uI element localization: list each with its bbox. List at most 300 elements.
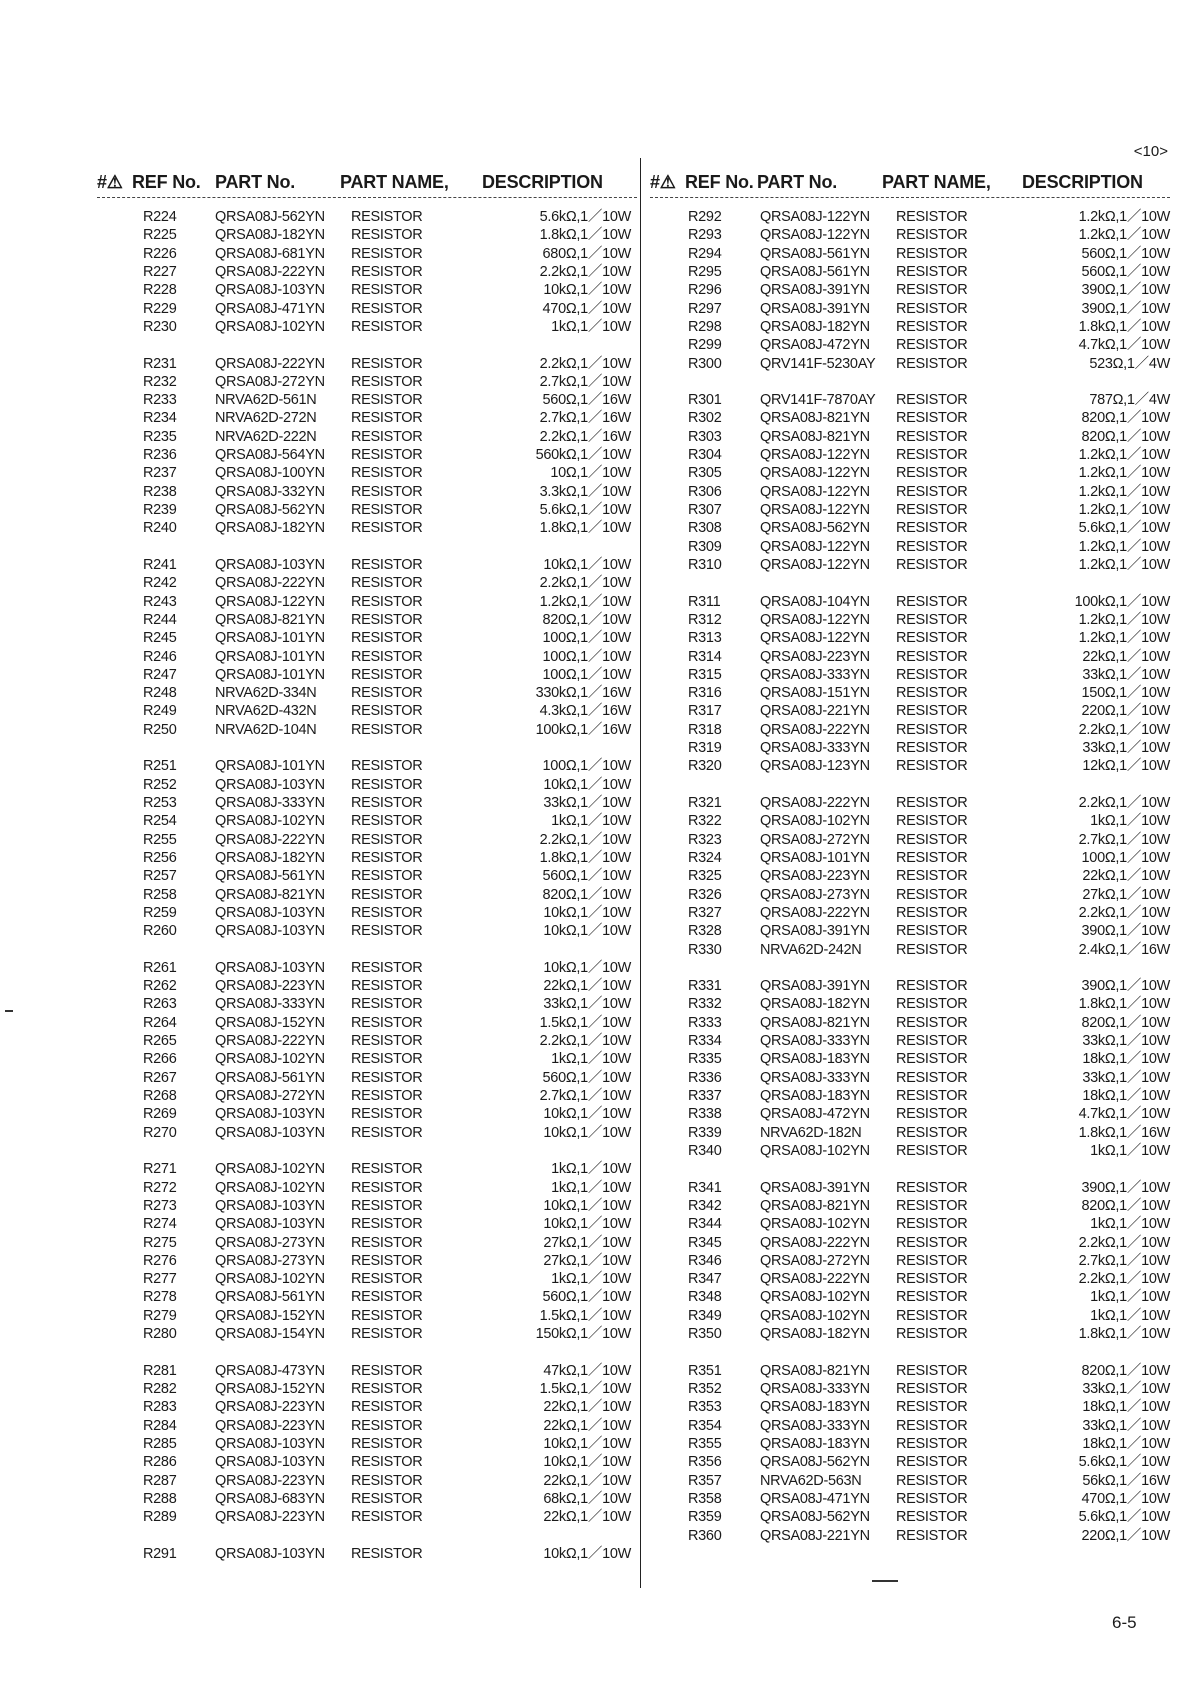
description-cell: 100kΩ,1／10W xyxy=(1074,593,1170,610)
table-row xyxy=(143,501,631,519)
ref-no-cell: R301 xyxy=(688,392,722,409)
part-no-cell: QRSA08J-562YN xyxy=(760,520,870,537)
table-row xyxy=(143,1234,631,1252)
table-row xyxy=(688,1417,1170,1435)
right-header-divider xyxy=(650,197,1170,198)
part-name-cell: RESISTOR xyxy=(896,831,968,848)
table-row xyxy=(688,1527,1170,1545)
ref-no-cell: R327 xyxy=(688,904,722,921)
description-cell: 560Ω,1／10W xyxy=(542,868,631,885)
description-cell: 1kΩ,1／10W xyxy=(1090,1216,1170,1233)
part-no-cell: QRSA08J-272YN xyxy=(215,1088,325,1104)
part-name-cell: RESISTOR xyxy=(351,447,423,464)
part-name-cell: RESISTOR xyxy=(896,465,968,482)
table-row xyxy=(688,1435,1170,1453)
part-name-cell: RESISTOR xyxy=(896,227,968,244)
part-no-cell: QRSA08J-101YN xyxy=(215,630,325,647)
ref-no-cell: R275 xyxy=(143,1234,177,1251)
description-cell: 2.2kΩ,1／10W xyxy=(539,1033,631,1050)
part-no-cell: QRSA08J-222YN xyxy=(215,263,325,280)
description-cell: 1kΩ,1／10W xyxy=(551,1161,631,1178)
table-row xyxy=(688,1288,1170,1306)
description-cell: 150kΩ,1／10W xyxy=(535,1326,631,1343)
part-no-cell: QRSA08J-222YN xyxy=(760,721,870,738)
table-row xyxy=(143,1069,631,1087)
part-name-cell: RESISTOR xyxy=(351,959,423,976)
ref-no-cell: R315 xyxy=(688,666,722,683)
ref-no-cell: R240 xyxy=(143,520,177,537)
table-row xyxy=(143,1417,631,1435)
part-name-cell: RESISTOR xyxy=(351,611,423,628)
part-no-cell: QRSA08J-472YN xyxy=(760,337,870,354)
part-name-cell: RESISTOR xyxy=(896,923,968,940)
part-name-cell: RESISTOR xyxy=(351,1271,423,1288)
part-name-cell: RESISTOR xyxy=(896,593,968,610)
ref-no-cell: R345 xyxy=(688,1234,722,1251)
part-name-cell: RESISTOR xyxy=(351,556,423,573)
part-name-cell: RESISTOR xyxy=(896,483,968,500)
part-no-cell: NRVA62D-222N xyxy=(215,428,317,445)
ref-no-cell: R318 xyxy=(688,721,722,738)
description-cell: 390Ω,1／10W xyxy=(1081,282,1170,299)
table-row xyxy=(143,318,631,336)
ref-no-cell: R316 xyxy=(688,685,722,702)
part-no-cell: QRSA08J-221YN xyxy=(760,703,870,720)
table-row xyxy=(143,684,631,702)
part-name-cell: RESISTOR xyxy=(351,1289,423,1306)
ref-no-cell: R272 xyxy=(143,1179,177,1196)
description-cell: 5.6kΩ,1／10W xyxy=(1078,520,1170,537)
ref-no-cell: R319 xyxy=(688,740,722,757)
right-parts-table xyxy=(688,208,1170,1545)
ref-no-cell: R291 xyxy=(143,1545,177,1562)
part-no-cell: QRSA08J-561YN xyxy=(760,263,870,280)
table-row xyxy=(688,1105,1170,1123)
table-row xyxy=(143,1527,631,1545)
part-name-cell: RESISTOR xyxy=(896,685,968,702)
table-row xyxy=(143,300,631,318)
ref-no-cell: R295 xyxy=(688,263,722,280)
left-parts-table xyxy=(143,208,631,1563)
part-name-cell: RESISTOR xyxy=(351,813,423,830)
ref-no-cell: R247 xyxy=(143,666,177,683)
part-name-cell: RESISTOR xyxy=(351,1014,423,1031)
table-row xyxy=(688,281,1170,299)
part-name-cell: RESISTOR xyxy=(896,447,968,464)
part-no-cell: QRSA08J-471YN xyxy=(760,1490,870,1507)
ref-no-cell: R339 xyxy=(688,1124,722,1141)
part-no-cell: QRSA08J-123YN xyxy=(760,758,870,775)
table-row xyxy=(143,263,631,281)
ref-no-cell: R260 xyxy=(143,923,177,940)
table-row xyxy=(688,556,1170,574)
part-no-cell: QRSA08J-333YN xyxy=(760,1381,870,1397)
ref-no-cell: R285 xyxy=(143,1435,177,1452)
ref-no-cell: R238 xyxy=(143,483,177,500)
ref-no-cell: R263 xyxy=(143,996,177,1013)
part-no-cell: QRSA08J-183YN xyxy=(760,1399,870,1416)
part-no-cell: NRVA62D-432N xyxy=(215,703,317,720)
table-row xyxy=(143,1435,631,1453)
table-row xyxy=(688,922,1170,940)
description-cell: 22kΩ,1／10W xyxy=(1082,868,1170,885)
table-row xyxy=(688,1197,1170,1215)
part-name-cell: RESISTOR xyxy=(351,410,423,427)
description-cell: 1kΩ,1／10W xyxy=(551,1271,631,1288)
description-cell: 820Ω,1／10W xyxy=(1081,1362,1170,1379)
ref-no-cell: R311 xyxy=(688,593,721,610)
table-row xyxy=(143,1179,631,1197)
table-row xyxy=(143,1050,631,1068)
part-no-cell: QRSA08J-821YN xyxy=(760,1362,870,1379)
ref-no-cell: R248 xyxy=(143,685,177,702)
table-row xyxy=(143,1270,631,1288)
part-name-cell: RESISTOR xyxy=(896,1106,968,1123)
part-name-cell: RESISTOR xyxy=(896,1124,968,1141)
part-no-cell: QRSA08J-222YN xyxy=(760,795,870,811)
part-name-cell: RESISTOR xyxy=(351,209,423,225)
table-row xyxy=(143,1215,631,1233)
part-name-cell: RESISTOR xyxy=(896,355,968,372)
part-no-cell: QRSA08J-103YN xyxy=(215,1435,325,1452)
table-row xyxy=(143,409,631,427)
part-name-cell: RESISTOR xyxy=(351,1051,423,1068)
ref-no-cell: R300 xyxy=(688,355,722,372)
part-name-cell: RESISTOR xyxy=(896,1289,968,1306)
table-row xyxy=(143,1087,631,1105)
part-name-cell: RESISTOR xyxy=(896,868,968,885)
part-name-cell: RESISTOR xyxy=(351,483,423,500)
description-cell: 560kΩ,1／10W xyxy=(535,447,631,464)
ref-no-cell: R226 xyxy=(143,245,177,262)
part-no-cell: QRSA08J-561YN xyxy=(215,1289,325,1306)
table-row xyxy=(688,1124,1170,1142)
part-no-cell: QRSA08J-152YN xyxy=(215,1014,325,1031)
part-name-cell: RESISTOR xyxy=(351,831,423,848)
table-row xyxy=(688,519,1170,537)
description-cell: 787Ω,1／4W xyxy=(1089,392,1170,409)
part-name-cell: RESISTOR xyxy=(896,1326,968,1343)
description-cell: 1.8kΩ,1／10W xyxy=(539,227,631,244)
table-row xyxy=(143,904,631,922)
description-cell: 1kΩ,1／10W xyxy=(1090,1142,1170,1159)
ref-no-cell: R355 xyxy=(688,1435,722,1452)
part-name-cell: RESISTOR xyxy=(896,1362,968,1379)
table-row xyxy=(688,428,1170,446)
part-name-cell: RESISTOR xyxy=(896,428,968,445)
part-no-cell: QRSA08J-102YN xyxy=(215,1271,325,1288)
description-cell: 2.2kΩ,1／10W xyxy=(1078,795,1170,811)
part-no-cell: QRSA08J-100YN xyxy=(215,465,325,482)
description-cell: 10kΩ,1／10W xyxy=(543,1197,631,1214)
table-row xyxy=(143,867,631,885)
part-name-cell: RESISTOR xyxy=(896,941,968,958)
table-row xyxy=(688,318,1170,336)
ref-no-cell: R246 xyxy=(143,648,177,665)
ref-no-cell: R288 xyxy=(143,1490,177,1507)
ref-no-cell: R334 xyxy=(688,1033,722,1050)
part-no-cell: QRSA08J-101YN xyxy=(215,758,325,775)
part-name-cell: RESISTOR xyxy=(351,1197,423,1214)
table-row xyxy=(688,208,1170,226)
part-name-cell: RESISTOR xyxy=(896,1069,968,1086)
table-row xyxy=(143,794,631,812)
page-number: <10> xyxy=(1133,143,1168,160)
description-cell: 390Ω,1／10W xyxy=(1081,1179,1170,1196)
part-name-cell: RESISTOR xyxy=(896,1179,968,1196)
table-row xyxy=(688,1343,1170,1361)
part-no-cell: QRSA08J-102YN xyxy=(760,813,870,830)
ref-no-cell: R310 xyxy=(688,556,722,573)
table-row xyxy=(143,941,631,959)
table-row xyxy=(688,1472,1170,1490)
ref-no-cell: R348 xyxy=(688,1289,722,1306)
part-no-cell: QRSA08J-332YN xyxy=(215,483,325,500)
table-row xyxy=(688,245,1170,263)
part-no-cell: QRSA08J-273YN xyxy=(760,886,870,903)
ref-no-cell: R317 xyxy=(688,703,722,720)
part-no-cell: NRVA62D-104N xyxy=(215,721,317,738)
part-name-cell: RESISTOR xyxy=(896,410,968,427)
part-name-cell: RESISTOR xyxy=(896,392,968,409)
ref-no-cell: R231 xyxy=(143,355,177,372)
ref-no-cell: R279 xyxy=(143,1307,177,1324)
table-row xyxy=(143,1197,631,1215)
part-name-cell: RESISTOR xyxy=(896,502,968,518)
ref-no-cell: R236 xyxy=(143,447,177,464)
table-row xyxy=(688,1380,1170,1398)
part-name-cell: RESISTOR xyxy=(896,1088,968,1104)
part-no-cell: QRSA08J-103YN xyxy=(215,282,325,299)
part-name-cell: RESISTOR xyxy=(351,300,423,317)
description-cell: 33kΩ,1／10W xyxy=(543,795,631,811)
ref-no-cell: R281 xyxy=(143,1362,177,1379)
ref-no-cell: R286 xyxy=(143,1454,177,1471)
description-cell: 2.2kΩ,1／10W xyxy=(1078,1234,1170,1251)
description-cell: 18kΩ,1／10W xyxy=(1082,1088,1170,1104)
part-name-cell: RESISTOR xyxy=(896,318,968,335)
description-cell: 1.2kΩ,1／10W xyxy=(1078,611,1170,628)
part-name-cell: RESISTOR xyxy=(351,1381,423,1397)
part-no-cell: NRVA62D-563N xyxy=(760,1472,862,1489)
description-cell: 390Ω,1／10W xyxy=(1081,978,1170,995)
part-name-cell: RESISTOR xyxy=(351,721,423,738)
table-row xyxy=(143,648,631,666)
description-cell: 1.5kΩ,1／10W xyxy=(539,1307,631,1324)
part-name-cell: RESISTOR xyxy=(351,1362,423,1379)
ref-no-cell: R241 xyxy=(143,556,177,573)
part-no-cell: QRSA08J-122YN xyxy=(760,465,870,482)
ref-no-cell: R307 xyxy=(688,502,722,518)
ref-no-cell: R249 xyxy=(143,703,177,720)
footer-page-number: 6-5 xyxy=(1112,1613,1137,1632)
part-no-cell: QRSA08J-122YN xyxy=(760,227,870,244)
description-cell: 1kΩ,1／10W xyxy=(1090,1289,1170,1306)
ref-no-cell: R298 xyxy=(688,318,722,335)
part-no-cell: QRV141F-7870AY xyxy=(760,392,876,409)
ref-no-cell: R273 xyxy=(143,1197,177,1214)
part-name-cell: RESISTOR xyxy=(351,318,423,335)
part-name-cell: RESISTOR xyxy=(896,1252,968,1269)
description-cell: 820Ω,1／10W xyxy=(1081,428,1170,445)
description-cell: 10kΩ,1／10W xyxy=(543,282,631,299)
ref-no-cell: R349 xyxy=(688,1307,722,1324)
ref-no-cell: R303 xyxy=(688,428,722,445)
part-no-cell: QRSA08J-222YN xyxy=(215,575,325,592)
ref-no-cell: R354 xyxy=(688,1417,722,1434)
part-name-cell: RESISTOR xyxy=(351,575,423,592)
part-name-cell: RESISTOR xyxy=(351,1106,423,1123)
part-no-cell: QRSA08J-103YN xyxy=(215,1106,325,1123)
ref-no-cell: R256 xyxy=(143,849,177,866)
description-cell: 390Ω,1／10W xyxy=(1081,923,1170,940)
table-row xyxy=(143,281,631,299)
description-cell: 1.2kΩ,1／10W xyxy=(539,593,631,610)
part-name-cell: RESISTOR xyxy=(351,1435,423,1452)
description-cell: 1.2kΩ,1／10W xyxy=(1078,465,1170,482)
description-cell: 2.2kΩ,1／10W xyxy=(539,831,631,848)
part-name-cell: RESISTOR xyxy=(351,685,423,702)
description-cell: 10kΩ,1／10W xyxy=(543,1124,631,1141)
part-no-cell: QRSA08J-103YN xyxy=(215,1197,325,1214)
part-no-cell: QRSA08J-102YN xyxy=(760,1289,870,1306)
description-cell: 33kΩ,1／10W xyxy=(1082,1033,1170,1050)
ref-no-cell: R335 xyxy=(688,1051,722,1068)
ref-no-cell: R297 xyxy=(688,300,722,317)
description-cell: 5.6kΩ,1／10W xyxy=(1078,1454,1170,1471)
ref-no-cell: R252 xyxy=(143,776,177,793)
part-name-cell: RESISTOR xyxy=(351,373,423,390)
part-name-cell: RESISTOR xyxy=(351,996,423,1013)
part-name-cell: RESISTOR xyxy=(896,282,968,299)
table-row xyxy=(143,336,631,354)
part-name-cell: RESISTOR xyxy=(351,776,423,793)
ref-no-cell: R253 xyxy=(143,795,177,811)
description-cell: 22kΩ,1／10W xyxy=(1082,648,1170,665)
ref-no-cell: R314 xyxy=(688,648,722,665)
table-row xyxy=(688,1270,1170,1288)
part-name-cell: RESISTOR xyxy=(896,886,968,903)
description-cell: 2.7kΩ,1／10W xyxy=(539,373,631,390)
description-cell: 820Ω,1／10W xyxy=(542,611,631,628)
description-cell: 2.7kΩ,1／10W xyxy=(539,1088,631,1104)
description-cell: 1kΩ,1／10W xyxy=(551,813,631,830)
description-cell: 56kΩ,1／16W xyxy=(1082,1472,1170,1489)
table-row xyxy=(143,1105,631,1123)
table-row xyxy=(143,1472,631,1490)
part-no-cell: QRSA08J-473YN xyxy=(215,1362,325,1379)
ref-no-cell: R357 xyxy=(688,1472,722,1489)
ref-no-cell: R294 xyxy=(688,245,722,262)
part-name-cell: RESISTOR xyxy=(351,1216,423,1233)
part-name-cell: RESISTOR xyxy=(351,849,423,866)
description-cell: 1.2kΩ,1／10W xyxy=(1078,227,1170,244)
part-no-cell: QRSA08J-391YN xyxy=(760,923,870,940)
part-no-cell: QRSA08J-391YN xyxy=(760,282,870,299)
part-name-cell: RESISTOR xyxy=(896,1234,968,1251)
table-row xyxy=(143,629,631,647)
ref-no-cell: R224 xyxy=(143,209,177,225)
part-name-cell: RESISTOR xyxy=(896,1490,968,1507)
ref-no-cell: R313 xyxy=(688,630,722,647)
part-no-cell: QRSA08J-821YN xyxy=(760,1014,870,1031)
part-name-cell: RESISTOR xyxy=(896,666,968,683)
table-row xyxy=(143,556,631,574)
part-no-cell: QRSA08J-221YN xyxy=(760,1527,870,1544)
description-cell: 10kΩ,1／10W xyxy=(543,1106,631,1123)
part-name-cell: RESISTOR xyxy=(896,703,968,720)
bottom-mark xyxy=(872,1580,898,1582)
table-row xyxy=(688,391,1170,409)
table-row xyxy=(688,721,1170,739)
ref-no-cell: R266 xyxy=(143,1051,177,1068)
description-cell: 100Ω,1／10W xyxy=(542,758,631,775)
description-cell: 2.4kΩ,1／16W xyxy=(1078,941,1170,958)
part-no-cell: QRSA08J-222YN xyxy=(760,1234,870,1251)
description-cell: 4.3kΩ,1／16W xyxy=(539,703,631,720)
description-cell: 330kΩ,1／16W xyxy=(535,685,631,702)
part-no-cell: QRSA08J-104YN xyxy=(760,593,870,610)
ref-no-cell: R284 xyxy=(143,1417,177,1434)
part-no-cell: QRSA08J-122YN xyxy=(760,483,870,500)
part-name-cell: RESISTOR xyxy=(351,282,423,299)
part-no-cell: QRSA08J-223YN xyxy=(215,1509,325,1526)
part-no-cell: QRSA08J-122YN xyxy=(760,630,870,647)
part-no-cell: QRSA08J-122YN xyxy=(760,556,870,573)
part-no-cell: NRVA62D-182N xyxy=(760,1124,862,1141)
table-row xyxy=(143,1252,631,1270)
table-row xyxy=(688,904,1170,922)
description-cell: 820Ω,1／10W xyxy=(1081,1014,1170,1031)
ref-no-cell: R239 xyxy=(143,502,177,518)
description-cell: 2.2kΩ,1／10W xyxy=(1078,721,1170,738)
table-row xyxy=(143,831,631,849)
table-row xyxy=(688,629,1170,647)
part-no-cell: QRSA08J-821YN xyxy=(215,611,325,628)
part-no-cell: QRSA08J-561YN xyxy=(215,868,325,885)
part-no-cell: QRSA08J-182YN xyxy=(760,996,870,1013)
part-name-cell: RESISTOR xyxy=(351,263,423,280)
part-no-cell: QRSA08J-561YN xyxy=(215,1069,325,1086)
description-cell: 100Ω,1／10W xyxy=(542,666,631,683)
table-row xyxy=(143,1545,631,1563)
ref-no-cell: R261 xyxy=(143,959,177,976)
table-row xyxy=(688,886,1170,904)
table-row xyxy=(143,1490,631,1508)
ref-no-cell: R312 xyxy=(688,611,722,628)
ref-no-cell: R353 xyxy=(688,1399,722,1416)
part-no-cell: QRSA08J-222YN xyxy=(215,1033,325,1050)
description-cell: 220Ω,1／10W xyxy=(1081,703,1170,720)
table-row xyxy=(143,812,631,830)
part-no-cell: QRSA08J-102YN xyxy=(215,318,325,335)
description-header: DESCRIPTION xyxy=(1022,172,1143,192)
part-no-cell: QRSA08J-223YN xyxy=(215,1399,325,1416)
ref-no-cell: R352 xyxy=(688,1381,722,1397)
table-row xyxy=(143,1508,631,1526)
ref-no-cell: R332 xyxy=(688,996,722,1013)
table-row xyxy=(688,593,1170,611)
part-name-cell: RESISTOR xyxy=(896,1417,968,1434)
ref-no-header: REF No. xyxy=(685,172,754,192)
part-no-cell: QRSA08J-102YN xyxy=(215,813,325,830)
part-no-cell: QRSA08J-101YN xyxy=(215,666,325,683)
table-row xyxy=(143,1380,631,1398)
ref-no-cell: R265 xyxy=(143,1033,177,1050)
ref-no-cell: R264 xyxy=(143,1014,177,1031)
part-name-cell: RESISTOR xyxy=(351,1509,423,1526)
description-cell: 1.2kΩ,1／10W xyxy=(1078,502,1170,518)
